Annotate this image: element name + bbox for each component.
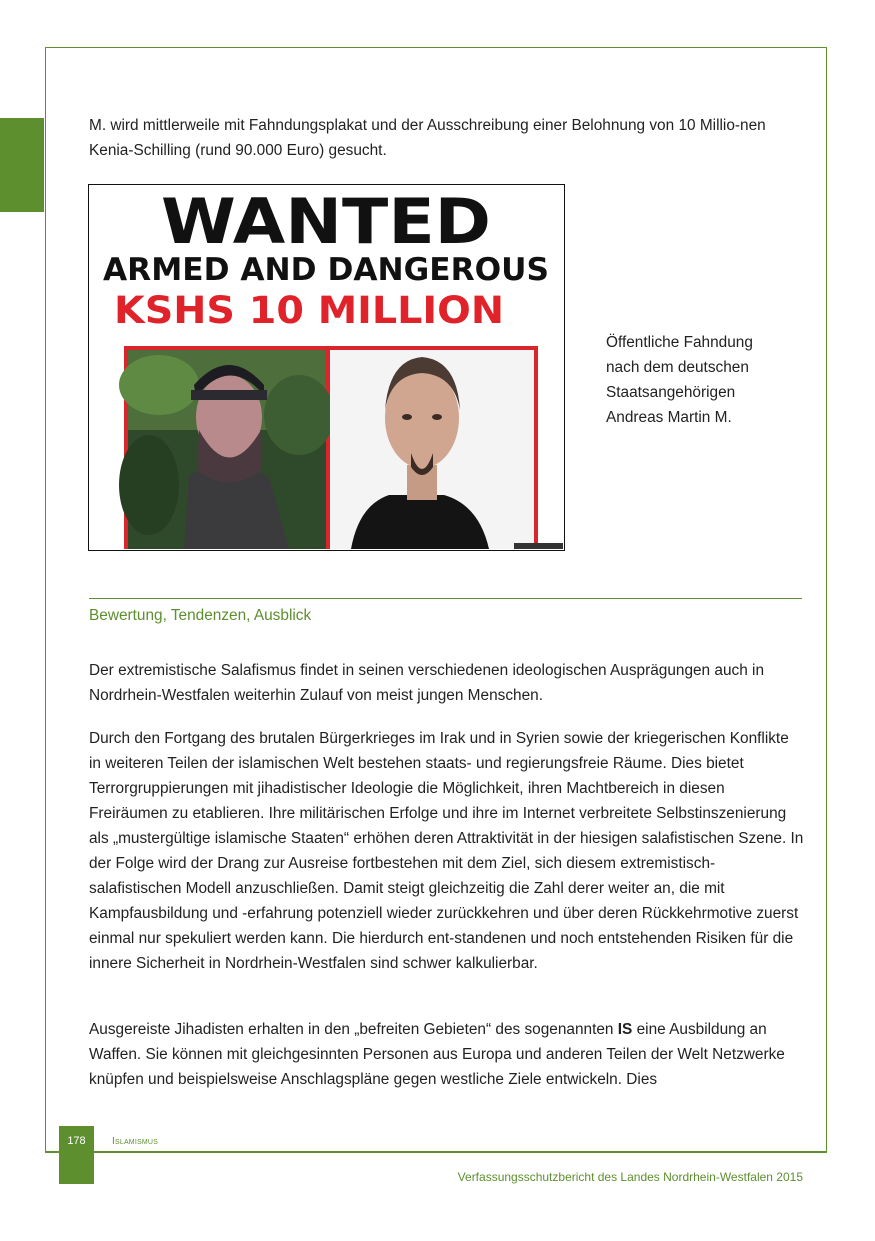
wanted-poster-graphic <box>89 185 563 549</box>
wanted-poster-image <box>88 184 565 551</box>
caption-line: nach dem deutschen <box>606 359 749 376</box>
paragraph-3 <box>89 1017 805 1092</box>
paragraph-3-start: Ausgereiste Jihadisten erhalten in den „befreiten Gebieten“ des sogenannten <box>89 1021 618 1038</box>
paragraph-3-end: eine Ausbildung an Waffen. Sie können mit gleichgesinnten Personen aus Europa und anderen Teilen der Welt Netzwerke knüpfen und beispielsweise Anschlagspläne gegen westliche Ziele entwickeln. Dies <box>89 1021 785 1088</box>
chapter-label: Islamismus <box>112 1136 159 1147</box>
image-caption <box>606 330 806 430</box>
page-number-box <box>59 1126 94 1184</box>
caption-line: Andreas Martin M. <box>606 409 732 426</box>
caption-line: Öffentliche Fahndung <box>606 334 753 351</box>
paragraph-2: Durch den Fortgang des brutalen Bürgerkrieges im Irak und in Syrien sowie der kriegerischen Konflikte in weiteren Teilen der islamischen Welt bestehen staats- und regierungsfreie Räume. Dies bietet Terrorgruppierungen mit jihadistischer Ideologie die Möglichkeit, ihren Machtbereich in diesen Freiräumen zu etablieren. Ihre militärischen Erfolge und ihre im Internet verbreitete Selbstinszenierung als „mustergültige islamische Staaten“ erhöhen deren Attraktivität in der hiesigen salafistischen Szene. In der Folge wird der Drang zur Ausreise fortbestehen mit dem Ziel, sich diesem extremistisch-salafistischen Modell anzuschließen. Damit steigt gleichzeitig die Zahl derer weiter an, die mit Kampfausbildung und -erfahrung potenziell wieder zurückkehren und über deren Rückkehrmotive zuerst einmal nur spekuliert werden kann. Die hierdurch ent-standenen und noch entstehenden Risiken für die innere Sicherheit in Nordrhein-Westfalen sind schwer kalkulierbar. <box>89 730 804 972</box>
footer-publication-title: Verfassungsschutzbericht des Landes Nordrhein-Westfalen 2015 <box>457 1170 803 1184</box>
section-divider <box>89 598 802 599</box>
poster-headline: WANTED <box>161 185 491 258</box>
caption-line: Staatsangehörigen <box>606 384 736 401</box>
intro-paragraph: M. wird mittlerweile mit Fahndungsplakat und der Ausschreibung einer Belohnung von 10 Millio-nen Kenia-Schilling (rund 90.000 Euro) gesucht. <box>89 117 766 159</box>
poster-reward: KSHS 10 MILLION <box>114 289 504 332</box>
suspect-photo-right <box>330 350 534 549</box>
section-heading: Bewertung, Tendenzen, Ausblick <box>89 607 312 624</box>
chapter-side-tab <box>0 118 44 212</box>
page-number: 178 <box>67 1135 86 1147</box>
paragraph-1: Der extremistische Salafismus findet in seinen verschiedenen ideologischen Ausprägungen auch in Nordrhein-Westfalen weiterhin Zulauf von meist jungen Menschen. <box>89 662 765 704</box>
poster-subline: ARMED AND DANGEROUS <box>103 252 549 288</box>
suspect-photo-left <box>119 350 334 549</box>
is-bold-term: IS <box>617 1021 633 1038</box>
